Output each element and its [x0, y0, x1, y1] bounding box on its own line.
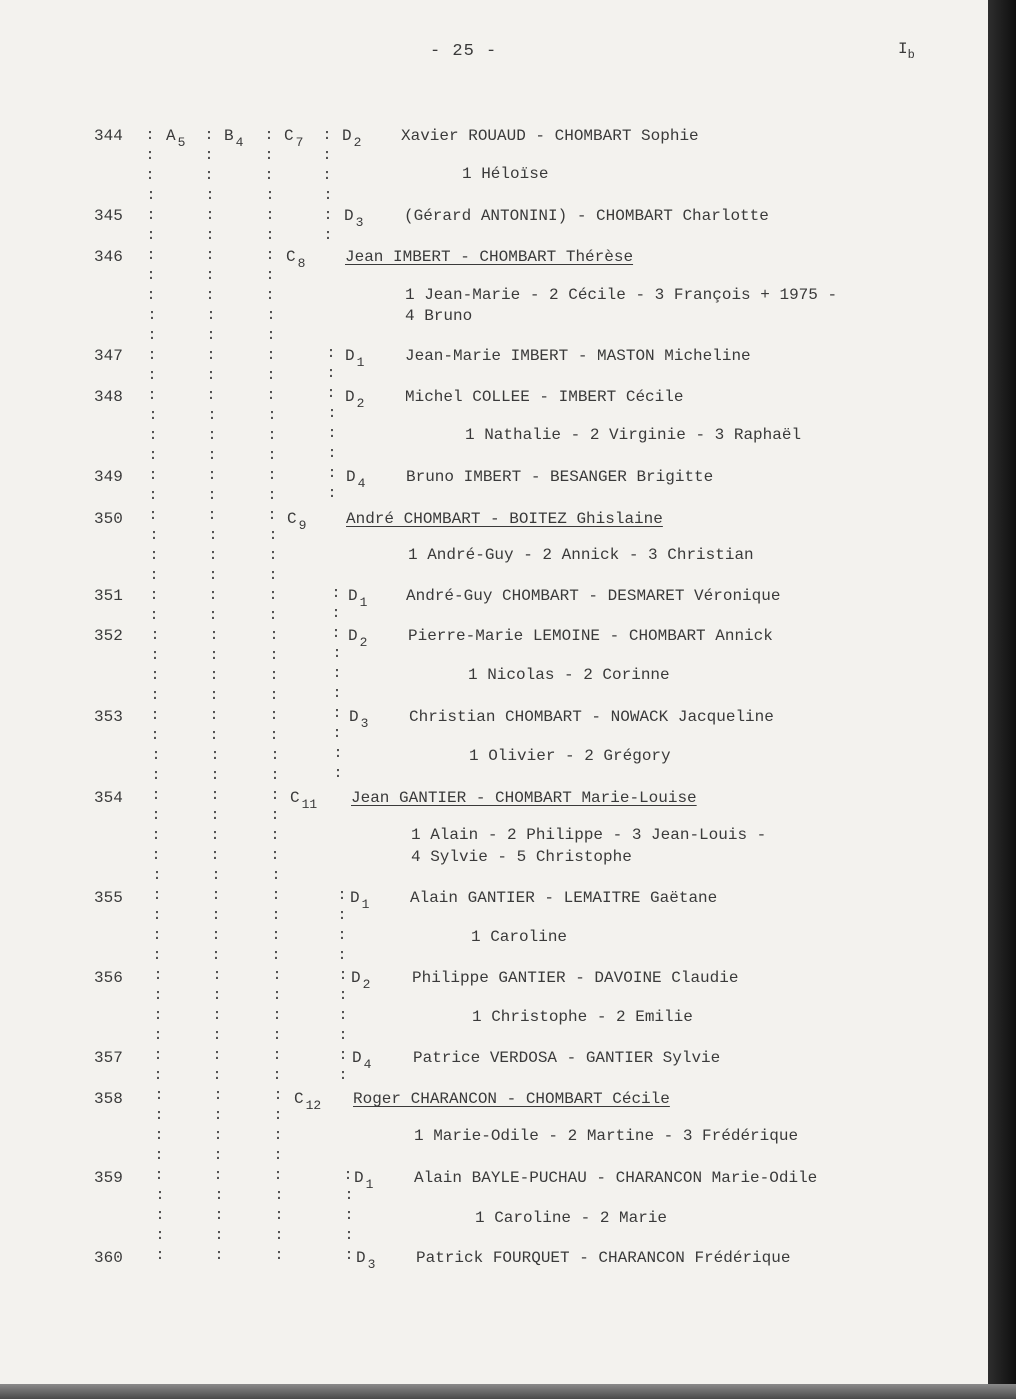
page-mark-sub: b	[907, 48, 915, 62]
colon-separator: :	[146, 247, 156, 264]
colon-separator: :	[212, 1067, 222, 1084]
colon-separator: :	[149, 587, 159, 604]
colon-separator: :	[337, 947, 347, 964]
entry-number: 345	[94, 207, 123, 225]
entry-children: 1 Olivier - 2 Grégory	[469, 747, 671, 765]
colon-separator: :	[208, 587, 218, 604]
colon-separator: :	[212, 967, 222, 984]
entry-359	[0, 1166, 960, 1190]
entry-couple: (Gérard ANTONINI) - CHOMBART Charlotte	[404, 207, 769, 225]
entry-352	[0, 624, 960, 648]
colon-separator: :	[154, 1147, 164, 1164]
colon-separator: :	[265, 227, 275, 244]
colon-separator: :	[331, 625, 341, 642]
ancestor-b: B $_4$	[224, 127, 244, 150]
colon-separator: :	[213, 1127, 223, 1144]
colon-separator: :	[326, 345, 336, 362]
colon-separator: :	[207, 507, 217, 524]
entry-level: C $_8$	[286, 248, 306, 271]
entry-number: 355	[94, 889, 123, 907]
colon-separator: :	[271, 867, 281, 884]
colon-separator: :	[269, 687, 279, 704]
colon-separator: :	[326, 385, 336, 402]
entry-number: 349	[94, 468, 123, 486]
page-mark-letter: I	[898, 40, 908, 58]
entry-349	[0, 465, 960, 489]
colon-separator: :	[323, 227, 333, 244]
entry-354	[0, 786, 960, 810]
colon-separator: :	[213, 1107, 223, 1124]
colon-separator: :	[323, 207, 333, 224]
entry-number: 358	[94, 1090, 123, 1108]
entry-couple: Pierre-Marie LEMOINE - CHOMBART Annick	[408, 627, 773, 645]
entry-couple: Alain GANTIER - LEMAITRE Gaëtane	[410, 889, 718, 907]
colon-separator: :	[155, 1247, 165, 1264]
entry-couple: Michel COLLEE - IMBERT Cécile	[405, 388, 684, 406]
colon-separator: :	[211, 947, 221, 964]
ancestor-a: A $_5$	[166, 127, 186, 150]
colon-separator: :	[337, 907, 347, 924]
colon-separator: :	[210, 747, 220, 764]
entry-355	[0, 886, 960, 910]
colon-separator: :	[154, 1127, 164, 1144]
colon-separator: :	[214, 1187, 224, 1204]
colon-separator: :	[210, 767, 220, 784]
colon-separator: :	[210, 847, 220, 864]
scan-edge-bottom	[0, 1384, 1016, 1399]
colon-separator: :	[205, 227, 215, 244]
colon-separator: :	[210, 807, 220, 824]
colon-separator: :	[271, 887, 281, 904]
entry-level: C $_{11}$	[290, 789, 318, 812]
colon-separator: :	[268, 527, 278, 544]
colon-separator: :	[149, 547, 159, 564]
entry-children: 1 Alain - 2 Philippe - 3 Jean-Louis -	[411, 826, 767, 844]
colon-separator: :	[273, 1107, 283, 1124]
colon-separator: :	[272, 1007, 282, 1024]
colon-separator: :	[208, 527, 218, 544]
colon-separator: :	[153, 987, 163, 1004]
colon-separator: :	[264, 147, 274, 164]
scan-edge-right	[988, 0, 1016, 1399]
colon-separator: :	[268, 587, 278, 604]
colon-separator: :	[332, 685, 342, 702]
colon-separator: :	[204, 147, 214, 164]
entry-number: 360	[94, 1249, 123, 1267]
colon-separator: :	[323, 187, 333, 204]
entry-children-cont: 4 Bruno	[405, 307, 473, 325]
entry-children: 1 André-Guy - 2 Annick - 3 Christian	[408, 546, 754, 564]
colon-separator: :	[270, 767, 280, 784]
entry-number: 354	[94, 789, 123, 807]
colon-separator: :	[206, 347, 216, 364]
entry-couple: Bruno IMBERT - BESANGER Brigitte	[406, 468, 714, 486]
colon-separator: :	[207, 407, 217, 424]
colon-separator: :	[209, 667, 219, 684]
colon-separator: :	[205, 187, 215, 204]
colon-separator: :	[344, 1207, 354, 1224]
colon-separator: :	[267, 427, 277, 444]
colon-separator: :	[271, 927, 281, 944]
colon-separator: :	[274, 1207, 284, 1224]
colon-separator: :	[268, 607, 278, 624]
colon-separator: :	[265, 187, 275, 204]
colon-separator: :	[148, 447, 158, 464]
colon-separator: :	[146, 287, 156, 304]
colon-separator: :	[344, 1187, 354, 1204]
entry-level: C $_9$	[287, 510, 307, 533]
colon-separator: :	[272, 987, 282, 1004]
colon-separator: :	[211, 907, 221, 924]
entry-number: 353	[94, 708, 123, 726]
colon-separator: :	[337, 927, 347, 944]
entry-353	[0, 705, 960, 729]
colon-separator: :	[145, 147, 155, 164]
colon-separator: :	[332, 645, 342, 662]
entry-children: 1 Jean-Marie - 2 Cécile - 3 François + 1975 -	[405, 286, 838, 304]
colon-separator: :	[331, 585, 341, 602]
entry-couple: André-Guy CHOMBART - DESMARET Véronique	[406, 587, 781, 605]
colon-separator: :	[154, 1167, 164, 1184]
colon-separator: :	[152, 867, 162, 884]
colon-separator: :	[153, 1007, 163, 1024]
colon-separator: :	[147, 347, 157, 364]
entry-number: 356	[94, 969, 123, 987]
colon-separator: :	[322, 167, 332, 184]
entry-356	[0, 966, 960, 990]
entry-347	[0, 344, 960, 368]
colon-separator: :	[209, 627, 219, 644]
colon-separator: :	[270, 847, 280, 864]
colon-separator: :	[269, 647, 279, 664]
colon-separator: :	[148, 507, 158, 524]
entry-number: 346	[94, 248, 123, 266]
colon-separator: :	[271, 947, 281, 964]
entry-360	[0, 1246, 960, 1270]
entry-couple: Patrick FOURQUET - CHARANCON Frédérique	[416, 1249, 791, 1267]
colon-separator: :	[155, 1187, 165, 1204]
colon-separator: :	[153, 967, 163, 984]
entry-number: 344	[94, 127, 123, 145]
colon-separator: :	[152, 887, 162, 904]
colon-separator: :	[332, 725, 342, 742]
colon-separator: :	[338, 1047, 348, 1064]
colon-separator: :	[338, 987, 348, 1004]
colon-separator: :	[270, 787, 280, 804]
colon-separator: :	[205, 247, 215, 264]
entry-children: 1 Héloïse	[462, 165, 549, 183]
colon-separator: :	[149, 527, 159, 544]
colon-separator: :	[150, 647, 160, 664]
colon-separator: :	[272, 967, 282, 984]
colon-separator: :	[151, 847, 161, 864]
colon-separator: :	[154, 1107, 164, 1124]
colon-separator: :	[338, 1027, 348, 1044]
colon-separator: :	[147, 307, 157, 324]
colon-separator: :	[333, 745, 343, 762]
entry-level: D $_2$	[348, 627, 368, 650]
colon-separator: :	[145, 167, 155, 184]
colon-separator: :	[214, 1247, 224, 1264]
colon-separator: :	[212, 1007, 222, 1024]
entry-level: D $_1$	[348, 587, 368, 610]
colon-separator: :	[207, 487, 217, 504]
colon-separator: :	[212, 987, 222, 1004]
entry-children: 1 Christophe - 2 Emilie	[472, 1008, 693, 1026]
colon-separator: :	[266, 367, 276, 384]
colon-separator: :	[272, 1067, 282, 1084]
entry-couple: Roger CHARANCON - CHOMBART Cécile	[353, 1090, 670, 1108]
colon-separator: :	[213, 1167, 223, 1184]
entry-348	[0, 385, 960, 409]
colon-separator: :	[151, 827, 161, 844]
colon-separator: :	[265, 247, 275, 264]
colon-separator: :	[327, 485, 337, 502]
entry-number: 347	[94, 347, 123, 365]
colon-separator: :	[151, 767, 161, 784]
entry-children: 1 Nathalie - 2 Virginie - 3 Raphaël	[465, 426, 802, 444]
colon-separator: :	[331, 605, 341, 622]
colon-separator: :	[152, 907, 162, 924]
entry-357	[0, 1046, 960, 1070]
colon-separator: :	[268, 547, 278, 564]
colon-separator: :	[272, 1027, 282, 1044]
colon-separator: :	[212, 1027, 222, 1044]
colon-separator: :	[343, 1167, 353, 1184]
colon-separator: :	[153, 1047, 163, 1064]
entry-level: D $_2$	[345, 388, 365, 411]
entry-level: D $_4$	[352, 1049, 372, 1072]
colon-separator: :	[327, 465, 337, 482]
colon-separator: :	[273, 1087, 283, 1104]
colon-separator: :	[211, 867, 221, 884]
entry-level: D $_4$	[346, 468, 366, 491]
colon-separator: :	[326, 365, 336, 382]
colon-separator: :	[153, 1067, 163, 1084]
colon-separator: :	[151, 747, 161, 764]
entry-level: D $_1$	[350, 889, 370, 912]
entry-level: D $_3$	[344, 207, 364, 230]
colon-separator: :	[270, 827, 280, 844]
colon-separator: :	[208, 567, 218, 584]
colon-separator: :	[151, 807, 161, 824]
ancestor-c: C $_7$	[284, 127, 304, 150]
colon-separator: :	[264, 167, 274, 184]
colon-separator: :	[322, 147, 332, 164]
colon-separator: :	[212, 1047, 222, 1064]
colon-separator: :	[149, 607, 159, 624]
page-number: - 25 -	[430, 42, 498, 61]
colon-separator: :	[269, 627, 279, 644]
colon-separator: :	[148, 427, 158, 444]
colon-separator: :	[273, 1127, 283, 1144]
colon-separator: :	[327, 445, 337, 462]
colon-separator: :	[266, 307, 276, 324]
colon-separator: :	[271, 907, 281, 924]
colon-separator: :	[266, 347, 276, 364]
colon-separator: :	[145, 127, 155, 144]
colon-separator: :	[206, 307, 216, 324]
entry-350	[0, 507, 960, 531]
colon-separator: :	[206, 327, 216, 344]
entry-number: 352	[94, 627, 123, 645]
colon-separator: :	[146, 227, 156, 244]
colon-separator: :	[337, 887, 347, 904]
colon-separator: :	[154, 1087, 164, 1104]
entry-level: C $_{12}$	[294, 1090, 322, 1113]
entry-couple: André CHOMBART - BOITEZ Ghislaine	[346, 510, 663, 528]
entry-children: 1 Caroline	[471, 928, 568, 946]
colon-separator: :	[267, 447, 277, 464]
colon-separator: :	[151, 787, 161, 804]
colon-separator: :	[272, 1047, 282, 1064]
colon-separator: :	[327, 405, 337, 422]
colon-separator: :	[274, 1247, 284, 1264]
colon-separator: :	[266, 327, 276, 344]
colon-separator: :	[150, 627, 160, 644]
colon-separator: :	[209, 687, 219, 704]
entry-number: 359	[94, 1169, 123, 1187]
colon-separator: :	[207, 427, 217, 444]
colon-separator: :	[204, 167, 214, 184]
colon-separator: :	[338, 1007, 348, 1024]
colon-separator: :	[155, 1227, 165, 1244]
entry-level: D $_1$	[354, 1169, 374, 1192]
entry-level: D $_2$	[351, 969, 371, 992]
colon-separator: :	[153, 1027, 163, 1044]
entry-couple: Jean IMBERT - CHOMBART Thérèse	[345, 248, 634, 266]
entry-346	[0, 245, 960, 269]
colon-separator: :	[147, 367, 157, 384]
colon-separator: :	[270, 807, 280, 824]
colon-separator: :	[210, 827, 220, 844]
entry-children-cont: 4 Sylvie - 5 Christophe	[411, 848, 632, 866]
colon-separator: :	[205, 287, 215, 304]
colon-separator: :	[147, 327, 157, 344]
colon-separator: :	[209, 707, 219, 724]
colon-separator: :	[207, 467, 217, 484]
colon-separator: :	[332, 665, 342, 682]
entry-couple: Xavier ROUAUD - CHOMBART Sophie	[401, 127, 699, 145]
colon-separator: :	[269, 667, 279, 684]
colon-separator: :	[205, 207, 215, 224]
colon-separator: :	[267, 407, 277, 424]
colon-separator: :	[149, 567, 159, 584]
colon-separator: :	[338, 967, 348, 984]
colon-separator: :	[267, 467, 277, 484]
entry-children: 1 Marie-Odile - 2 Martine - 3 Frédérique	[414, 1127, 799, 1145]
colon-separator: :	[332, 705, 342, 722]
entry-number: 350	[94, 510, 123, 528]
colon-separator: :	[152, 927, 162, 944]
entry-couple: Jean-Marie IMBERT - MASTON Micheline	[405, 347, 751, 365]
colon-separator: :	[150, 667, 160, 684]
colon-separator: :	[148, 467, 158, 484]
colon-separator: :	[211, 927, 221, 944]
colon-separator: :	[148, 487, 158, 504]
entry-children: 1 Caroline - 2 Marie	[475, 1209, 668, 1227]
entry-couple: Patrice VERDOSA - GANTIER Sylvie	[413, 1049, 721, 1067]
entry-children: 1 Nicolas - 2 Corinne	[468, 666, 670, 684]
colon-separator: :	[210, 787, 220, 804]
colon-separator: :	[327, 425, 337, 442]
colon-separator: :	[274, 1187, 284, 1204]
entry-345	[0, 204, 960, 228]
colon-separator: :	[148, 407, 158, 424]
colon-separator: :	[338, 1067, 348, 1084]
colon-separator: :	[267, 507, 277, 524]
colon-separator: :	[269, 707, 279, 724]
colon-separator: :	[146, 187, 156, 204]
colon-separator: :	[150, 707, 160, 724]
colon-separator: :	[206, 387, 216, 404]
colon-separator: :	[155, 1207, 165, 1224]
colon-separator: :	[265, 207, 275, 224]
colon-separator: :	[146, 207, 156, 224]
colon-separator: :	[344, 1227, 354, 1244]
colon-separator: :	[333, 765, 343, 782]
colon-separator: :	[150, 727, 160, 744]
colon-separator: :	[208, 547, 218, 564]
entry-level: D $_2$	[342, 127, 362, 150]
colon-separator: :	[214, 1227, 224, 1244]
colon-separator: :	[206, 367, 216, 384]
colon-separator: :	[147, 387, 157, 404]
colon-separator: :	[213, 1087, 223, 1104]
entry-couple: Christian CHOMBART - NOWACK Jacqueline	[409, 708, 774, 726]
colon-separator: :	[344, 1247, 354, 1264]
colon-separator: :	[213, 1147, 223, 1164]
entry-couple: Jean GANTIER - CHOMBART Marie-Louise	[351, 789, 697, 807]
colon-separator: :	[207, 447, 217, 464]
colon-separator: :	[209, 647, 219, 664]
colon-separator: :	[211, 887, 221, 904]
colon-separator: :	[209, 727, 219, 744]
colon-separator: :	[273, 1167, 283, 1184]
entry-number: 357	[94, 1049, 123, 1067]
colon-separator: :	[322, 127, 332, 144]
entry-level: D $_3$	[349, 708, 369, 731]
colon-separator: :	[264, 127, 274, 144]
colon-separator: :	[274, 1227, 284, 1244]
entry-351	[0, 584, 960, 608]
entry-couple: Philippe GANTIER - DAVOINE Claudie	[412, 969, 739, 987]
colon-separator: :	[265, 267, 275, 284]
colon-separator: :	[214, 1207, 224, 1224]
entry-number: 348	[94, 388, 123, 406]
colon-separator: :	[208, 607, 218, 624]
colon-separator: :	[273, 1147, 283, 1164]
entry-number: 351	[94, 587, 123, 605]
entry-couple: Alain BAYLE-PUCHAU - CHARANCON Marie-Odile	[414, 1169, 818, 1187]
colon-separator: :	[152, 947, 162, 964]
colon-separator: :	[270, 747, 280, 764]
colon-separator: :	[269, 727, 279, 744]
colon-separator: :	[146, 267, 156, 284]
colon-separator: :	[150, 687, 160, 704]
colon-separator: :	[205, 267, 215, 284]
entry-344	[0, 124, 960, 148]
entry-level: D $_1$	[345, 347, 365, 370]
colon-separator: :	[204, 127, 214, 144]
entry-358	[0, 1087, 960, 1111]
colon-separator: :	[267, 487, 277, 504]
colon-separator: :	[265, 287, 275, 304]
colon-separator: :	[268, 567, 278, 584]
colon-separator: :	[266, 387, 276, 404]
entry-level: D $_3$	[356, 1249, 376, 1272]
